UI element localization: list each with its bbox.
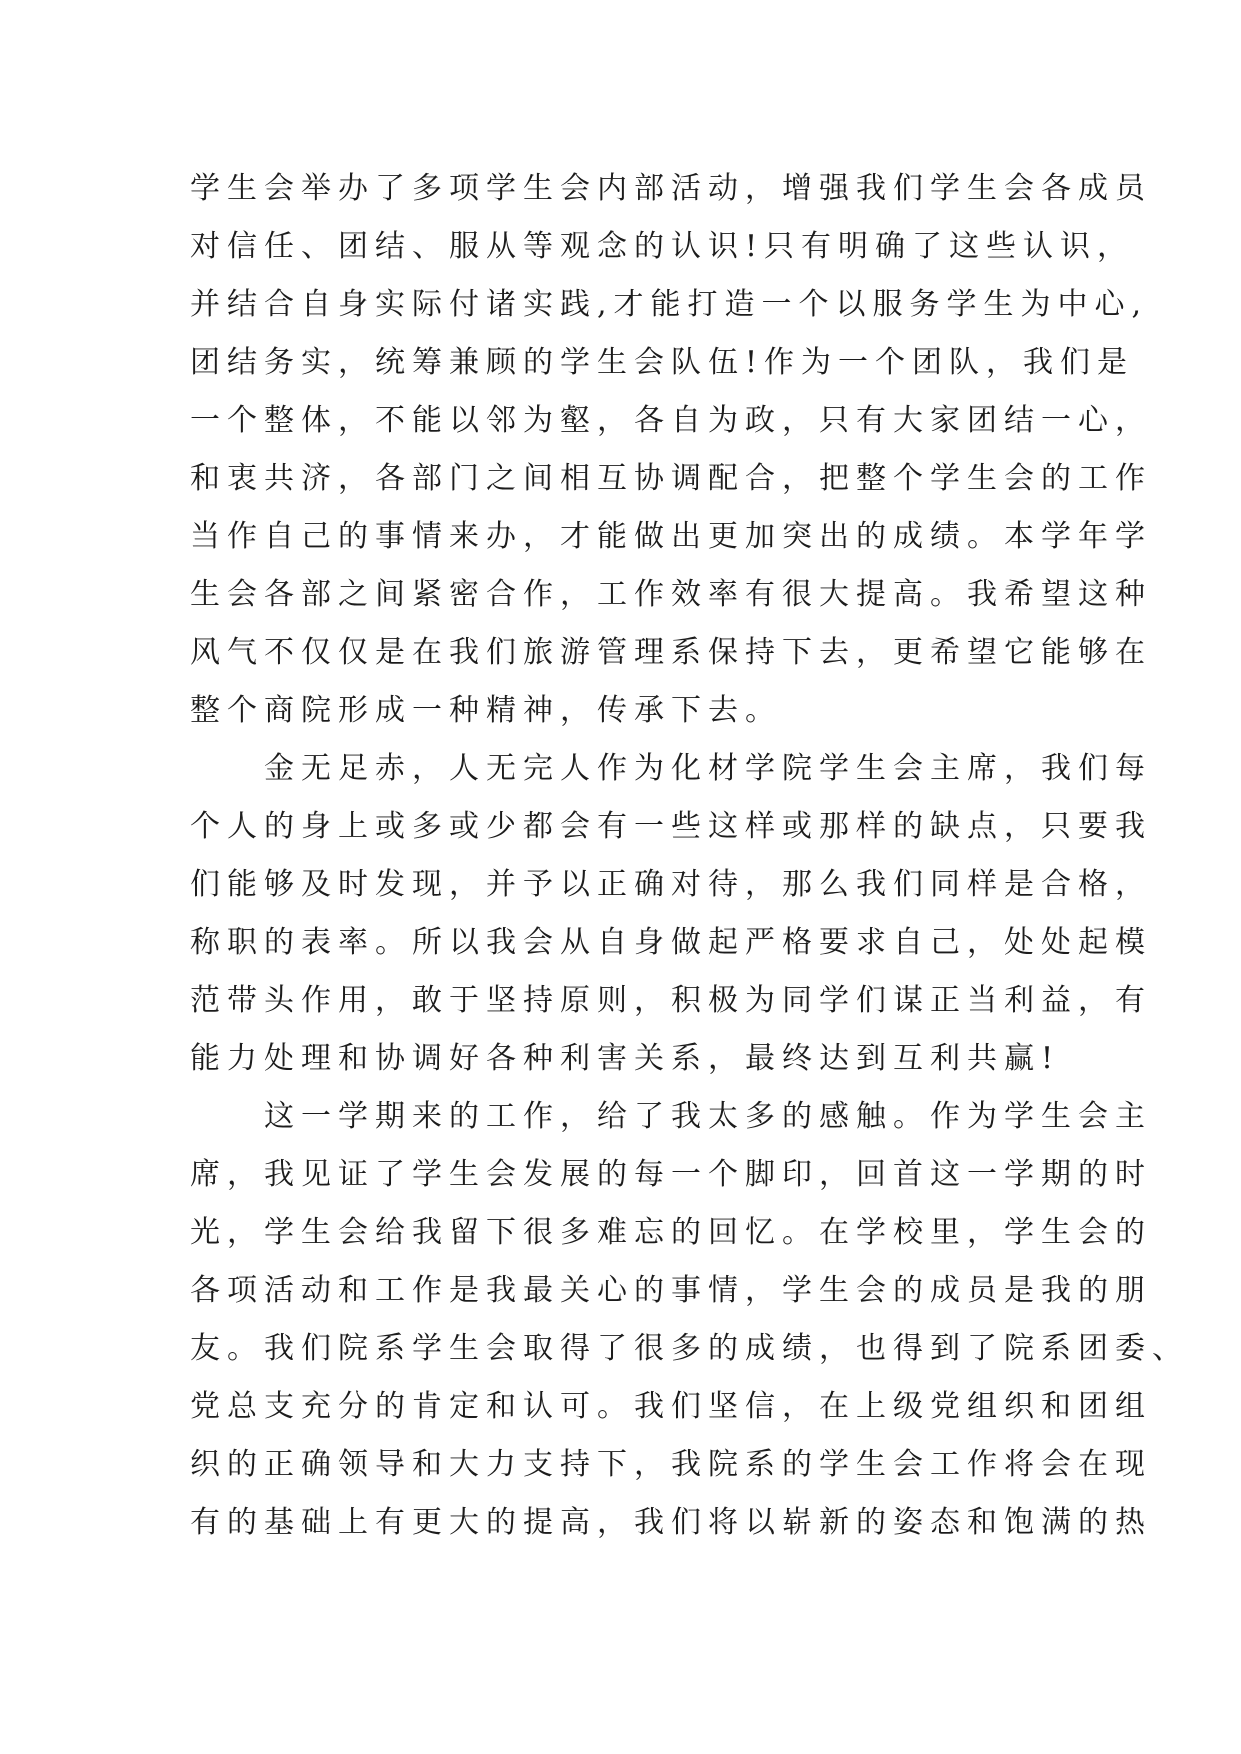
text-line: 各项活动和工作是我最关心的事情，学生会的成员是我的朋 <box>190 1273 1152 1308</box>
text-line: 席，我见证了学生会发展的每一个脚印，回首这一学期的时 <box>190 1157 1152 1192</box>
text-line: 风气不仅仅是在我们旅游管理系保持下去，更希望它能够在 <box>190 635 1152 670</box>
text-line: 并结合自身实际付诸实践,才能打造一个以服务学生为中心, <box>190 287 1149 322</box>
paragraph-start-line: 这一学期来的工作，给了我太多的感触。作为学生会主 <box>190 1099 1152 1134</box>
text-line: 团结务实，统筹兼顾的学生会队伍!作为一个团队，我们是 <box>190 345 1135 380</box>
text-line: 对信任、团结、服从等观念的认识!只有明确了这些认识， <box>190 229 1135 264</box>
text-line: 一个整体，不能以邻为壑，各自为政，只有大家团结一心， <box>190 403 1152 438</box>
text-line: 们能够及时发现，并予以正确对待，那么我们同样是合格， <box>190 867 1152 902</box>
paragraph-start-line: 金无足赤，人无完人作为化材学院学生会主席，我们每 <box>190 751 1152 786</box>
text-line: 生会各部之间紧密合作，工作效率有很大提高。我希望这种 <box>190 577 1152 612</box>
text-line: 和衷共济，各部门之间相互协调配合，把整个学生会的工作 <box>190 461 1152 496</box>
text-line: 光，学生会给我留下很多难忘的回忆。在学校里，学生会的 <box>190 1215 1152 1250</box>
text-line: 范带头作用，敢于坚持原则，积极为同学们谋正当利益，有 <box>190 983 1152 1018</box>
text-line: 有的基础上有更大的提高，我们将以崭新的姿态和饱满的热 <box>190 1505 1152 1540</box>
text-line: 友。我们院系学生会取得了很多的成绩，也得到了院系团委、 <box>190 1331 1189 1366</box>
text-line: 织的正确领导和大力支持下，我院系的学生会工作将会在现 <box>190 1447 1152 1482</box>
text-line: 个人的身上或多或少都会有一些这样或那样的缺点，只要我 <box>190 809 1152 844</box>
body-text <box>190 160 1189 1552</box>
text-line: 能力处理和协调好各种利害关系，最终达到互利共赢! <box>190 1041 1061 1076</box>
text-line: 党总支充分的肯定和认可。我们坚信，在上级党组织和团组 <box>190 1389 1152 1424</box>
text-line: 称职的表率。所以我会从自身做起严格要求自己，处处起模 <box>190 925 1152 960</box>
text-line: 学生会举办了多项学生会内部活动，增强我们学生会各成员 <box>190 171 1152 206</box>
text-line: 当作自己的事情来办，才能做出更加突出的成绩。本学年学 <box>190 519 1152 554</box>
text-line: 整个商院形成一种精神，传承下去。 <box>190 693 782 728</box>
